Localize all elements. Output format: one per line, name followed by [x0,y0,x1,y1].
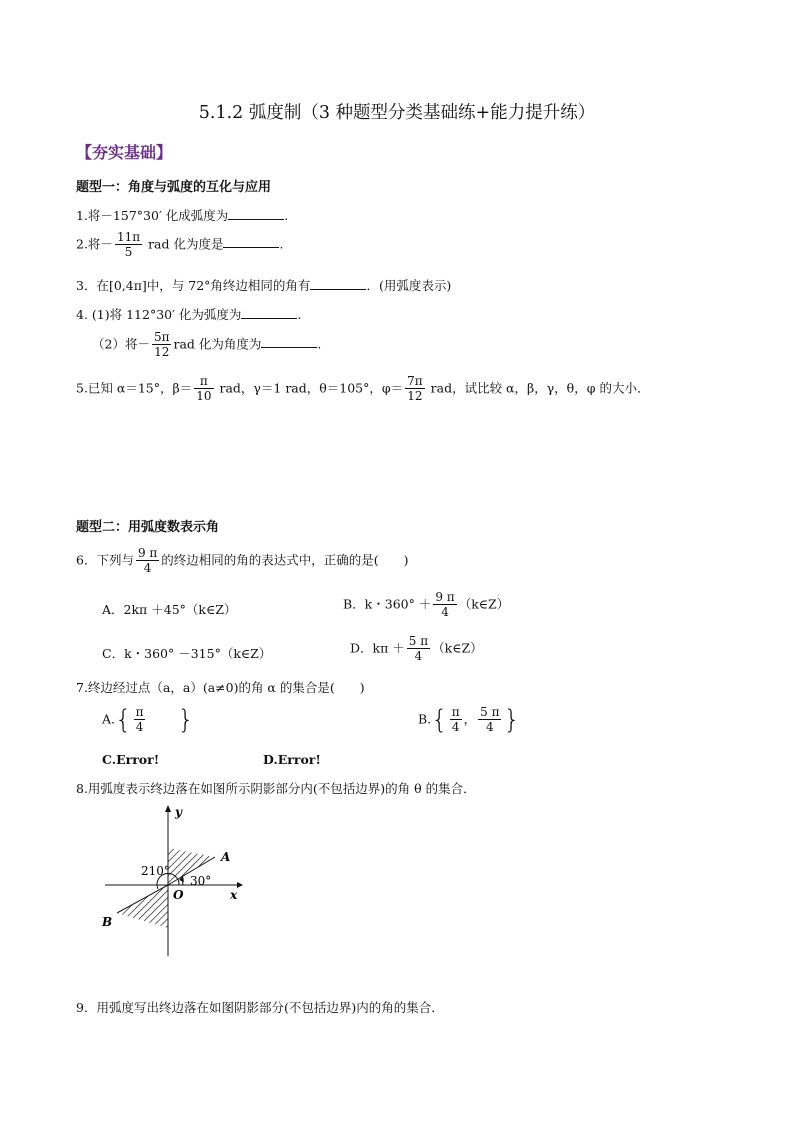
left-brace-icon: { [431,704,448,735]
q5-part-c: rad，试比较 α，β，γ，θ，φ 的大小． [426,380,650,396]
denominator: 5 [124,245,133,260]
answer-blank [261,337,317,348]
question-4-part-1 [76,305,301,323]
angle-label-210: 210° [141,864,170,878]
fraction [450,705,462,735]
y-axis-arrow-icon [165,805,171,812]
type1-heading: 题型一：角度与弧度的互化与应用 [76,180,272,195]
answer-blank [223,237,279,248]
question-4-part-2 [92,330,321,360]
q6-prefix: 6．下列与 [76,552,134,568]
q2-end: . [279,236,284,252]
fraction [407,634,430,664]
shaded-region-lower [117,885,168,928]
q4-part2-prefix: （2）将－ [92,336,150,352]
fraction [194,374,213,404]
fraction [152,330,172,360]
answer-blank [228,209,284,220]
q1-text: 1.将－157°30′ 化成弧度为 [76,208,229,223]
fraction [136,546,159,576]
q7-b-separator: ， [463,711,477,727]
numerator: 11π [116,230,141,244]
question-6 [76,546,409,576]
type2-heading: 题型二：用弧度数表示角 [76,520,220,535]
q6-b-suffix: （k∈Z） [458,596,510,612]
right-brace-icon: } [503,704,521,735]
q7-a-label: A. [102,711,116,727]
question-2 [76,230,283,260]
question-1 [76,206,288,224]
page-title: 5.1.2 弧度制（3 种题型分类基础练+能力提升练） [198,103,596,123]
q7-b-label: B. [418,711,432,727]
fraction [134,705,146,735]
question-7: 7.终边经过点（a，a）(a≠0)的角 α 的集合是( ) [76,680,365,695]
numerator: 7π [407,374,423,388]
q6-option-c: C．k・360° －315°（k∈Z） [102,646,272,661]
numerator: π [194,374,213,389]
q6-option-d [350,634,483,664]
x-axis-arrow-icon [237,882,243,888]
denominator: 12 [154,345,170,360]
question-9: 9．用弧度写出终边落在如图阴影部分(不包括边界)内的角的集合． [76,1000,444,1015]
q4-end-1: . [297,307,302,322]
question-8: 8.用弧度表示终边落在如图所示阴影部分内(不包括边界)的角 θ 的集合． [76,781,476,796]
y-axis-label: y [175,805,182,819]
denominator: 4 [135,720,144,735]
point-b-label: B [102,915,113,929]
angle-figure [95,800,255,960]
q3-text: 3．在[0,4π]中，与 72°角终边相同的角有 [76,278,311,293]
q4-part1: 4. (1)将 112°30′ 化为弧度为 [76,307,242,322]
denominator: 4 [414,649,423,664]
answer-blank [241,308,297,319]
denominator: 4 [451,720,460,735]
q7-option-a [102,705,194,735]
numerator: 5 π [408,634,429,648]
left-brace-icon: { [115,704,132,735]
q7-option-d: D.Error! [263,752,321,767]
q4-part2-suffix: rad 化为角度为 [173,336,262,352]
point-a-label: A [221,850,231,864]
fraction [433,590,456,620]
numerator: π [451,705,460,719]
right-brace-icon: } [177,704,194,735]
q5-part-b: rad，γ＝1 rad，θ＝105°，φ＝ [215,380,404,396]
fraction [478,705,501,735]
numerator: 9 π [137,546,158,560]
q6-d-prefix: D．kπ ＋ [350,640,405,656]
q1-end: . [284,208,289,223]
q6-b-prefix: B．k・360° ＋ [343,596,432,612]
q6-d-suffix: （k∈Z） [432,640,483,656]
question-5 [76,374,649,404]
numerator: 5π [153,330,170,344]
numerator: π [135,705,144,719]
section-heading: 【夯实基础】 [76,143,173,162]
q2-suffix: rad 化为度是 [144,236,224,252]
denominator: 4 [143,561,152,576]
q3-end: ．(用弧度表示) [366,278,452,293]
q4-end-2: . [317,336,322,352]
fraction [405,374,425,404]
numerator: 9 π [435,590,455,604]
fraction [115,230,142,260]
x-axis-label: x [230,888,238,902]
q7-option-c: C.Error! [102,752,160,767]
denominator: 4 [441,605,449,620]
q7-option-b [418,705,520,735]
q6-suffix: 的终边相同的角的表达式中，正确的是( ) [161,552,409,568]
denominator: 4 [485,720,494,735]
denominator: 10 [196,389,212,404]
question-3 [76,276,451,294]
angle-label-30: 30° [190,874,212,888]
origin-label: O [173,888,184,902]
q5-part-a: 5.已知 α＝15°，β＝ [76,380,193,396]
numerator: 5 π [480,705,500,719]
denominator: 12 [407,389,423,404]
q6-option-a: A．2kπ ＋45°（k∈Z） [102,602,237,617]
q6-option-b [343,590,509,620]
answer-blank [310,279,366,290]
q2-prefix: 2.将－ [76,236,113,252]
